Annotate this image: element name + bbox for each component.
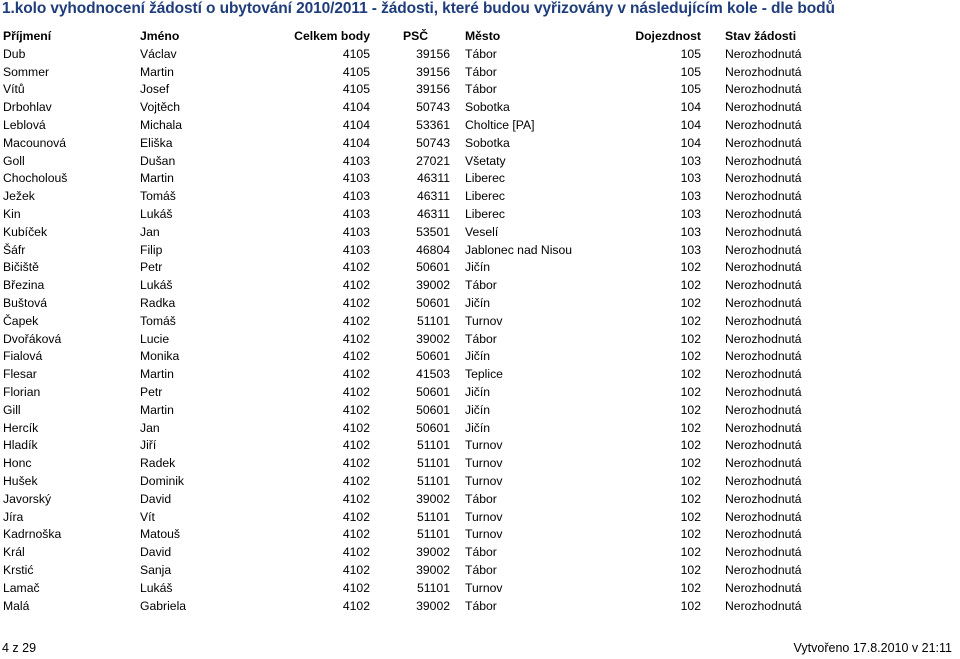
cell-city: Sobotka: [465, 135, 510, 150]
cell-state: Nerozhodnutá: [725, 331, 802, 346]
cell-city: Tábor: [465, 562, 497, 577]
cell-distance: 102: [680, 367, 701, 382]
cell-name: Václav: [140, 46, 177, 61]
cell-name: Lukáš: [140, 206, 173, 221]
cell-surname: Šáfr: [3, 242, 26, 257]
table-row: [0, 170, 960, 188]
cell-surname: Honc: [3, 456, 32, 471]
cell-state: Nerozhodnutá: [725, 420, 802, 435]
cell-city: Teplice: [465, 367, 503, 382]
cell-points: 4103: [342, 206, 370, 221]
cell-psc: 50601: [416, 349, 450, 364]
cell-name: Dominik: [140, 473, 185, 488]
cell-name: Petr: [140, 260, 163, 275]
cell-state: Nerozhodnutá: [725, 260, 802, 275]
cell-state: Nerozhodnutá: [725, 295, 802, 310]
cell-distance: 105: [680, 64, 701, 79]
requests-table: [0, 28, 960, 615]
cell-state: Nerozhodnutá: [725, 527, 802, 542]
cell-surname: Dub: [3, 46, 26, 61]
cell-city: Jablonec nad Nisou: [465, 242, 573, 257]
cell-psc: 39002: [416, 545, 450, 560]
column-header-state: Stav žádosti: [725, 29, 797, 43]
cell-distance: 103: [680, 153, 701, 168]
cell-surname: Březina: [3, 278, 45, 293]
cell-state: Nerozhodnutá: [725, 491, 802, 506]
cell-psc: 50601: [416, 420, 450, 435]
cell-points: 4105: [342, 82, 370, 97]
cell-name: Radka: [140, 295, 176, 310]
column-header-points: Celkem body: [294, 29, 370, 43]
cell-distance: 102: [680, 331, 701, 346]
cell-surname: Buštová: [3, 295, 48, 310]
cell-name: Dušan: [140, 153, 176, 168]
cell-points: 4102: [342, 473, 370, 488]
cell-points: 4103: [342, 153, 370, 168]
cell-psc: 39002: [416, 278, 450, 293]
cell-name: Martin: [140, 64, 174, 79]
table-body: [0, 46, 960, 616]
cell-state: Nerozhodnutá: [725, 278, 802, 293]
cell-surname: Vítů: [3, 82, 25, 97]
cell-distance: 102: [680, 384, 701, 399]
cell-name: Tomáš: [140, 189, 176, 204]
cell-state: Nerozhodnutá: [725, 384, 802, 399]
cell-psc: 39002: [416, 491, 450, 506]
cell-state: Nerozhodnutá: [725, 189, 802, 204]
table-row: [0, 331, 960, 349]
cell-city: Turnov: [465, 438, 503, 453]
cell-distance: 104: [680, 135, 701, 150]
cell-name: Matouš: [140, 527, 180, 542]
cell-distance: 102: [680, 580, 701, 595]
cell-city: Všetaty: [465, 153, 506, 168]
cell-distance: 103: [680, 242, 701, 257]
created-timestamp: Vytvořeno 17.8.2010 v 21:11: [793, 641, 952, 655]
cell-psc: 27021: [416, 153, 450, 168]
cell-state: Nerozhodnutá: [725, 100, 802, 115]
cell-points: 4102: [342, 527, 370, 542]
cell-points: 4103: [342, 242, 370, 257]
table-row: [0, 473, 960, 491]
cell-city: Turnov: [465, 580, 503, 595]
cell-psc: 50601: [416, 384, 450, 399]
cell-state: Nerozhodnutá: [725, 598, 802, 613]
cell-name: Michala: [140, 117, 182, 132]
cell-surname: Ježek: [3, 189, 35, 204]
cell-distance: 102: [680, 545, 701, 560]
cell-city: Tábor: [465, 278, 497, 293]
cell-name: Jan: [140, 420, 160, 435]
cell-points: 4102: [342, 278, 370, 293]
cell-surname: Javorský: [3, 491, 52, 506]
cell-state: Nerozhodnutá: [725, 456, 802, 471]
cell-points: 4102: [342, 295, 370, 310]
cell-psc: 39002: [416, 331, 450, 346]
cell-distance: 105: [680, 46, 701, 61]
cell-city: Jičín: [465, 260, 491, 275]
cell-surname: Hladík: [3, 438, 38, 453]
cell-state: Nerozhodnutá: [725, 64, 802, 79]
cell-state: Nerozhodnutá: [725, 313, 802, 328]
cell-name: Martin: [140, 171, 174, 186]
table-header-row: [0, 28, 960, 46]
cell-city: Tábor: [465, 598, 497, 613]
cell-surname: Krstić: [3, 562, 34, 577]
cell-surname: Drbohlav: [3, 100, 52, 115]
cell-distance: 103: [680, 224, 701, 239]
cell-distance: 103: [680, 171, 701, 186]
cell-surname: Jíra: [3, 509, 24, 524]
cell-state: Nerozhodnutá: [725, 224, 802, 239]
cell-distance: 102: [680, 509, 701, 524]
table-row: [0, 242, 960, 260]
cell-surname: Kadrnoška: [3, 527, 62, 542]
table-row: [0, 580, 960, 598]
cell-surname: Leblová: [3, 117, 46, 132]
table-row: [0, 46, 960, 64]
cell-name: Monika: [140, 349, 180, 364]
cell-psc: 51101: [417, 456, 450, 471]
cell-psc: 39156: [416, 82, 450, 97]
cell-state: Nerozhodnutá: [725, 171, 802, 186]
cell-name: Eliška: [140, 135, 173, 150]
cell-name: Filip: [140, 242, 163, 257]
cell-distance: 102: [680, 349, 701, 364]
cell-psc: 39002: [416, 598, 450, 613]
cell-surname: Gill: [3, 402, 21, 417]
cell-name: Jiří: [140, 438, 157, 453]
cell-surname: Fialová: [3, 349, 43, 364]
column-header-city: Město: [465, 29, 501, 43]
cell-state: Nerozhodnutá: [725, 509, 802, 524]
cell-points: 4102: [342, 580, 370, 595]
cell-state: Nerozhodnutá: [725, 545, 802, 560]
cell-psc: 50601: [416, 402, 450, 417]
cell-city: Tábor: [465, 491, 497, 506]
cell-city: Veselí: [465, 224, 499, 239]
cell-psc: 41503: [416, 367, 450, 382]
cell-city: Jičín: [465, 349, 491, 364]
cell-name: Sanja: [140, 562, 172, 577]
cell-name: Lukáš: [140, 278, 173, 293]
cell-distance: 102: [680, 456, 701, 471]
column-header-distance: Dojezdnost: [635, 29, 701, 43]
cell-city: Choltice [PA]: [465, 117, 535, 132]
cell-points: 4103: [342, 189, 370, 204]
table-row: [0, 153, 960, 171]
cell-psc: 53501: [416, 224, 450, 239]
cell-distance: 105: [680, 82, 701, 97]
cell-points: 4102: [342, 562, 370, 577]
table-row: [0, 562, 960, 580]
cell-state: Nerozhodnutá: [725, 349, 802, 364]
table-row: [0, 384, 960, 402]
cell-city: Tábor: [465, 545, 497, 560]
cell-distance: 103: [680, 189, 701, 204]
table-row: [0, 99, 960, 117]
cell-points: 4102: [342, 260, 370, 275]
cell-city: Jičín: [465, 420, 491, 435]
table-row: [0, 366, 960, 384]
cell-city: Tábor: [465, 82, 497, 97]
cell-city: Liberec: [465, 171, 505, 186]
cell-state: Nerozhodnutá: [725, 117, 802, 132]
cell-psc: 51101: [417, 473, 450, 488]
cell-points: 4102: [342, 545, 370, 560]
cell-points: 4102: [342, 349, 370, 364]
cell-name: Lucie: [140, 331, 170, 346]
table-row: [0, 117, 960, 135]
cell-city: Tábor: [465, 46, 497, 61]
cell-psc: 53361: [416, 117, 450, 132]
cell-distance: 104: [680, 100, 701, 115]
table-row: [0, 81, 960, 99]
cell-surname: Hušek: [3, 473, 38, 488]
cell-state: Nerozhodnutá: [725, 562, 802, 577]
cell-psc: 39156: [416, 64, 450, 79]
cell-surname: Sommer: [3, 64, 50, 79]
cell-name: David: [140, 491, 172, 506]
cell-city: Tábor: [465, 64, 497, 79]
column-header-psc: PSČ: [403, 29, 429, 43]
cell-psc: 51101: [417, 509, 450, 524]
table-row: [0, 224, 960, 242]
cell-distance: 102: [680, 295, 701, 310]
cell-points: 4102: [342, 402, 370, 417]
cell-surname: Goll: [3, 153, 25, 168]
cell-distance: 102: [680, 473, 701, 488]
cell-name: Petr: [140, 384, 163, 399]
cell-city: Jičín: [465, 295, 491, 310]
cell-points: 4104: [342, 117, 370, 132]
cell-points: 4102: [342, 598, 370, 613]
cell-surname: Macounová: [3, 135, 67, 150]
cell-surname: Bičiště: [3, 260, 39, 275]
cell-psc: 39156: [416, 46, 450, 61]
cell-city: Jičín: [465, 384, 491, 399]
table-row: [0, 348, 960, 366]
cell-distance: 104: [680, 117, 701, 132]
cell-points: 4103: [342, 171, 370, 186]
cell-state: Nerozhodnutá: [725, 580, 802, 595]
cell-surname: Král: [3, 545, 25, 560]
table-row: [0, 509, 960, 527]
cell-state: Nerozhodnutá: [725, 135, 802, 150]
table-row: [0, 295, 960, 313]
cell-points: 4104: [342, 135, 370, 150]
cell-surname: Florian: [3, 384, 41, 399]
table-row: [0, 277, 960, 295]
cell-surname: Malá: [3, 598, 30, 613]
table-row: [0, 491, 960, 509]
table-row: [0, 64, 960, 82]
cell-surname: Kubíček: [3, 224, 48, 239]
cell-psc: 50743: [416, 100, 450, 115]
cell-name: David: [140, 545, 172, 560]
table-row: [0, 598, 960, 616]
table-row: [0, 259, 960, 277]
cell-points: 4104: [342, 100, 370, 115]
cell-points: 4102: [342, 438, 370, 453]
cell-distance: 102: [680, 278, 701, 293]
cell-state: Nerozhodnutá: [725, 473, 802, 488]
cell-city: Turnov: [465, 456, 503, 471]
table-row: [0, 188, 960, 206]
column-header-name: Jméno: [140, 29, 180, 43]
cell-city: Turnov: [465, 509, 503, 524]
cell-city: Turnov: [465, 473, 503, 488]
cell-psc: 46804: [416, 242, 450, 257]
cell-surname: Flesar: [3, 367, 37, 382]
cell-surname: Kin: [3, 206, 21, 221]
cell-psc: 50601: [416, 260, 450, 275]
cell-surname: Dvořáková: [3, 331, 62, 346]
cell-points: 4102: [342, 509, 370, 524]
cell-points: 4103: [342, 224, 370, 239]
table-row: [0, 206, 960, 224]
cell-name: Josef: [140, 82, 170, 97]
cell-city: Sobotka: [465, 100, 510, 115]
cell-points: 4102: [342, 420, 370, 435]
cell-psc: 51101: [417, 313, 450, 328]
cell-psc: 46311: [417, 189, 450, 204]
cell-city: Turnov: [465, 527, 503, 542]
cell-name: Radek: [140, 456, 176, 471]
cell-psc: 50743: [416, 135, 450, 150]
cell-distance: 102: [680, 527, 701, 542]
cell-points: 4105: [342, 46, 370, 61]
cell-state: Nerozhodnutá: [725, 367, 802, 382]
cell-name: Martin: [140, 367, 174, 382]
cell-distance: 102: [680, 402, 701, 417]
cell-points: 4102: [342, 313, 370, 328]
cell-distance: 102: [680, 313, 701, 328]
table-row: [0, 544, 960, 562]
cell-state: Nerozhodnutá: [725, 206, 802, 221]
cell-surname: Chocholouš: [3, 171, 68, 186]
cell-points: 4102: [342, 456, 370, 471]
cell-state: Nerozhodnutá: [725, 153, 802, 168]
cell-distance: 102: [680, 491, 701, 506]
cell-points: 4102: [342, 384, 370, 399]
table-row: [0, 420, 960, 438]
cell-state: Nerozhodnutá: [725, 242, 802, 257]
cell-city: Tábor: [465, 331, 497, 346]
table-row: [0, 526, 960, 544]
cell-psc: 51101: [417, 580, 450, 595]
cell-surname: Lamač: [3, 580, 40, 595]
cell-distance: 103: [680, 206, 701, 221]
column-header-surname: Příjmení: [3, 29, 52, 43]
cell-distance: 102: [680, 562, 701, 577]
cell-psc: 46311: [417, 171, 450, 186]
cell-name: Gabriela: [140, 598, 187, 613]
table-row: [0, 437, 960, 455]
cell-psc: 51101: [417, 438, 450, 453]
table-row: [0, 402, 960, 420]
cell-psc: 39002: [416, 562, 450, 577]
table-row: [0, 455, 960, 473]
cell-name: Vojtěch: [140, 100, 180, 115]
cell-distance: 102: [680, 420, 701, 435]
cell-points: 4102: [342, 367, 370, 382]
cell-distance: 102: [680, 598, 701, 613]
page-number: 4 z 29: [2, 641, 37, 655]
cell-distance: 102: [680, 438, 701, 453]
table-row: [0, 313, 960, 331]
cell-state: Nerozhodnutá: [725, 438, 802, 453]
cell-psc: 51101: [417, 527, 450, 542]
cell-surname: Čapek: [3, 313, 39, 328]
cell-city: Jičín: [465, 402, 491, 417]
cell-psc: 46311: [417, 206, 450, 221]
cell-points: 4102: [342, 491, 370, 506]
cell-points: 4105: [342, 64, 370, 79]
cell-name: Jan: [140, 224, 160, 239]
cell-psc: 50601: [416, 295, 450, 310]
cell-points: 4102: [342, 331, 370, 346]
cell-state: Nerozhodnutá: [725, 82, 802, 97]
cell-distance: 102: [680, 260, 701, 275]
cell-city: Liberec: [465, 189, 505, 204]
cell-name: Tomáš: [140, 313, 176, 328]
cell-name: Martin: [140, 402, 174, 417]
cell-city: Turnov: [465, 313, 503, 328]
table-row: [0, 135, 960, 153]
page-title: 1.kolo vyhodnocení žádostí o ubytování 2010/2011 - žádosti, které budou vyřizovány v následujícím kole - dle bodů: [2, 0, 835, 17]
cell-city: Liberec: [465, 206, 505, 221]
cell-surname: Hercík: [3, 420, 39, 435]
cell-name: Vít: [140, 509, 155, 524]
cell-state: Nerozhodnutá: [725, 402, 802, 417]
cell-name: Lukáš: [140, 580, 173, 595]
cell-state: Nerozhodnutá: [725, 46, 802, 61]
